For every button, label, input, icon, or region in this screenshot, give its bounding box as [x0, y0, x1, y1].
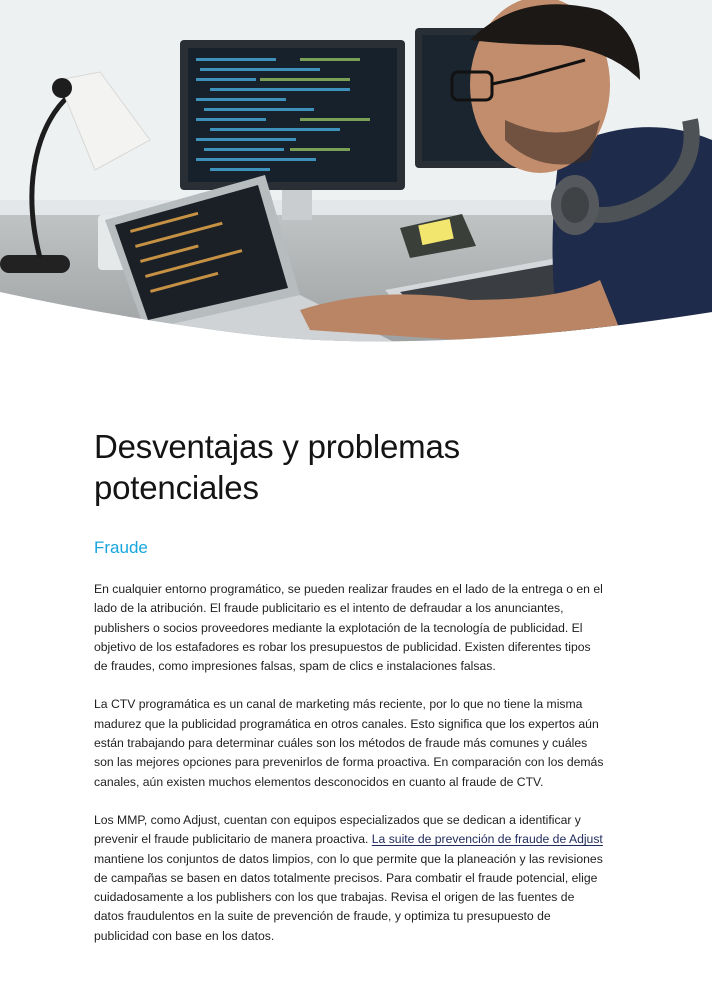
article: [94, 426, 604, 946]
paragraph-2: La CTV programática es un canal de marketing más reciente, por lo que no tiene la misma madurez que la publicidad programática en otros canales. Esto significa que los expertos aún están trabajando para determinar cuáles son los métodos de fraude más comunes y cuáles son las mejores opciones para prevenirlos de forma proactiva. En comparación con los demás canales, aún existen muchos elementos desconocidos en cuanto al fraude de CTV.: [94, 697, 604, 789]
fraud-suite-link[interactable]: La suite de prevención de fraude de Adjust: [371, 832, 603, 847]
hero-image: [0, 0, 712, 345]
paragraph-3-start: Los MMP, como Adjust, cuentan con equipos especializados que se dedican a identificar y prevenir el fraude publicitario de manera proactiva.: [94, 812, 581, 847]
section-title: Fraude: [94, 538, 148, 557]
paragraph-3: [94, 811, 604, 946]
paragraph-1: En cualquier entorno programático, se pueden realizar fraudes en el lado de la entrega o en el lado de la atribución. El fraude publicitario es el intento de defraudar a los anunciantes, publishers o socios proveedores mediante la explotación de la tecnología de publicidad. El objetivo de los estafadores es robar los presupuestos de publicidad. Existen diferentes tipos de fraudes, como impresiones falsas, spam de clics e instalaciones falsas.: [94, 582, 603, 674]
paragraph-3-end: mantiene los conjuntos de datos limpios, con lo que permite que la planeación y las revisiones de campañas se basen en datos totalmente precisos. Para combatir el fraude potencial, elige cuidadosamente a los publishers con los que trabajas. Revisa el origen de las fuentes de datos fraudulentos en la suite de prevención de fraude, y optimiza tu presupuesto de publicidad con base en los datos.: [94, 851, 603, 943]
page-title: Desventajas y problemas potenciales: [94, 428, 460, 506]
